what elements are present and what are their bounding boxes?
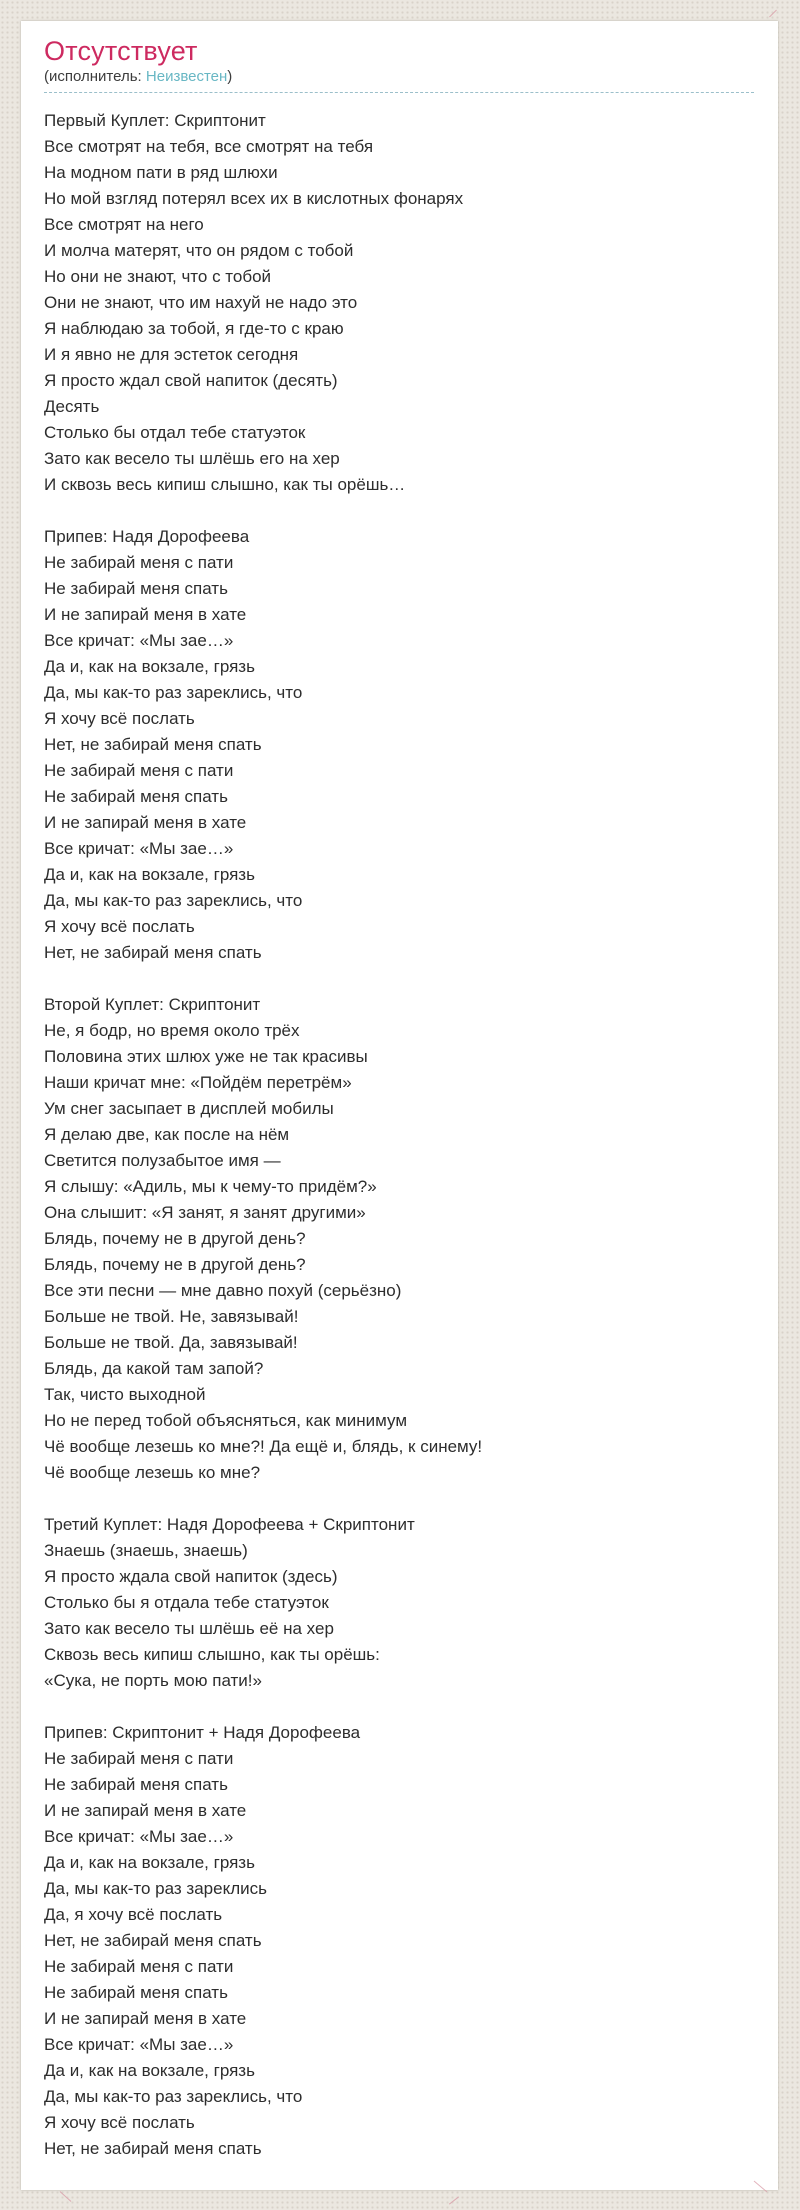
artist-close-paren: ): [227, 68, 233, 85]
lyric-line: Я хочу всё послать: [44, 917, 195, 936]
lyric-line: Больше не твой. Не, завязывай!: [44, 1307, 299, 1326]
page-title: Отсутствует: [44, 36, 198, 66]
lyrics-text: [44, 108, 754, 2162]
lyric-line: Да, мы как-то раз зареклись, что: [44, 891, 303, 910]
artist-label: (исполнитель:: [44, 68, 142, 85]
stanza: [44, 1512, 754, 1694]
lyric-line: Да и, как на вокзале, грязь: [44, 1853, 255, 1872]
lyric-line: Блядь, почему не в другой день?: [44, 1255, 306, 1274]
stanza: [44, 992, 754, 1486]
lyric-line: И не запирай меня в хате: [44, 605, 247, 624]
lyric-line: Третий Куплет: Надя Дорофеева + Скриптонит: [44, 1515, 415, 1534]
lyric-line: Но мой взгляд потерял всех их в кислотных фонарях: [44, 189, 464, 208]
lyric-line: Второй Куплет: Скриптонит: [44, 995, 261, 1014]
artist-link[interactable]: Неизвестен: [145, 68, 228, 85]
lyric-line: Все кричат: «Мы зае…»: [44, 839, 234, 858]
lyric-line: Да, я хочу всё послать: [44, 1905, 223, 1924]
lyric-line: Зато как весело ты шлёшь её на хер: [44, 1619, 334, 1638]
lyric-line: Не забирай меня с пати: [44, 761, 234, 780]
lyric-line: Все кричат: «Мы зае…»: [44, 2035, 234, 2054]
lyric-line: На модном пати в ряд шлюхи: [44, 163, 278, 182]
lyric-line: И сквозь весь кипиш слышно, как ты орёшь…: [44, 475, 406, 494]
lyric-line: Не, я бодр, но время около трёх: [44, 1021, 300, 1040]
lyric-line: Все кричат: «Мы зае…»: [44, 1827, 234, 1846]
lyric-line: Да и, как на вокзале, грязь: [44, 865, 255, 884]
lyric-line: Все смотрят на тебя, все смотрят на тебя: [44, 137, 374, 156]
paper-scratch-mark: [60, 2191, 72, 2202]
stanza: [44, 524, 754, 966]
lyric-line: Нет, не забирай меня спать: [44, 1931, 262, 1950]
lyric-line: И не запирай меня в хате: [44, 2009, 247, 2028]
lyric-line: Не забирай меня спать: [44, 787, 228, 806]
lyric-line: Я хочу всё послать: [44, 709, 195, 728]
lyric-line: Все смотрят на него: [44, 215, 204, 234]
paper-scratch-mark: [449, 2196, 459, 2204]
lyric-line: Столько бы отдал тебе статуэток: [44, 423, 306, 442]
lyric-line: Чё вообще лезешь ко мне?: [44, 1463, 261, 1482]
lyric-line: Я просто ждал свой напиток (десять): [44, 371, 338, 390]
lyric-line: Да, мы как-то раз зареклись: [44, 1879, 267, 1898]
lyric-line: Чё вообще лезешь ко мне?! Да ещё и, блядь, к синему!: [44, 1437, 483, 1456]
lyric-line: Нет, не забирай меня спать: [44, 943, 262, 962]
lyric-line: Я просто ждала свой напиток (здесь): [44, 1567, 338, 1586]
lyric-line: Но не перед тобой объясняться, как минимум: [44, 1411, 408, 1430]
lyric-line: И не запирай меня в хате: [44, 1801, 247, 1820]
lyric-line: Десять: [44, 397, 100, 416]
lyric-line: Не забирай меня спать: [44, 579, 228, 598]
lyric-line: Не забирай меня с пати: [44, 1957, 234, 1976]
lyric-line: Да, мы как-то раз зареклись, что: [44, 2087, 303, 2106]
lyric-line: Знаешь (знаешь, знаешь): [44, 1541, 248, 1560]
lyric-line: Столько бы я отдала тебе статуэток: [44, 1593, 329, 1612]
lyrics-card: [21, 21, 778, 2190]
lyric-line: Первый Куплет: Скриптонит: [44, 111, 266, 130]
lyric-line: И я явно не для эстеток сегодня: [44, 345, 299, 364]
stanza: [44, 1720, 754, 2162]
lyric-line: Так, чисто выходной: [44, 1385, 206, 1404]
lyric-line: Я слышу: «Адиль, мы к чему-то придём?»: [44, 1177, 377, 1196]
lyric-line: Блядь, да какой там запой?: [44, 1359, 264, 1378]
lyric-line: Нет, не забирай меня спать: [44, 2139, 262, 2158]
lyric-line: Половина этих шлюх уже не так красивы: [44, 1047, 368, 1066]
lyric-line: Да и, как на вокзале, грязь: [44, 657, 255, 676]
lyric-line: Она слышит: «Я занят, я занят другими»: [44, 1203, 366, 1222]
lyric-line: Они не знают, что им нахуй не надо это: [44, 293, 358, 312]
stanza: [44, 108, 754, 498]
lyric-line: Я хочу всё послать: [44, 2113, 195, 2132]
lyric-line: Сквозь весь кипиш слышно, как ты орёшь:: [44, 1645, 380, 1664]
lyric-line: Все эти песни — мне давно похуй (серьёзно): [44, 1281, 402, 1300]
paper-scratch-mark: [769, 10, 777, 18]
artist-line: [44, 67, 754, 93]
lyric-line: Не забирай меня с пати: [44, 1749, 234, 1768]
lyric-line: Припев: Скриптонит + Надя Дорофеева: [44, 1723, 361, 1742]
lyric-line: Не забирай меня с пати: [44, 553, 234, 572]
lyric-line: Да, мы как-то раз зареклись, что: [44, 683, 303, 702]
lyric-line: И не запирай меня в хате: [44, 813, 247, 832]
lyric-line: Зато как весело ты шлёшь его на хер: [44, 449, 340, 468]
lyric-line: Но они не знают, что с тобой: [44, 267, 272, 286]
lyric-line: Ум снег засыпает в дисплей мобилы: [44, 1099, 334, 1118]
lyric-line: И молча матерят, что он рядом с тобой: [44, 241, 354, 260]
lyric-line: Светится полузабытое имя —: [44, 1151, 281, 1170]
lyric-line: Наши кричат мне: «Пойдём перетрём»: [44, 1073, 352, 1092]
lyric-line: Припев: Надя Дорофеева: [44, 527, 250, 546]
lyric-line: Я наблюдаю за тобой, я где-то с краю: [44, 319, 344, 338]
lyric-line: Не забирай меня спать: [44, 1983, 228, 2002]
lyric-line: Да и, как на вокзале, грязь: [44, 2061, 255, 2080]
lyric-line: «Сука, не порть мою пати!»: [44, 1671, 262, 1690]
lyric-line: Нет, не забирай меня спать: [44, 735, 262, 754]
lyric-line: Больше не твой. Да, завязывай!: [44, 1333, 298, 1352]
lyric-line: Блядь, почему не в другой день?: [44, 1229, 306, 1248]
lyric-line: Все кричат: «Мы зае…»: [44, 631, 234, 650]
lyric-line: Я делаю две, как после на нём: [44, 1125, 290, 1144]
lyric-line: Не забирай меня спать: [44, 1775, 228, 1794]
